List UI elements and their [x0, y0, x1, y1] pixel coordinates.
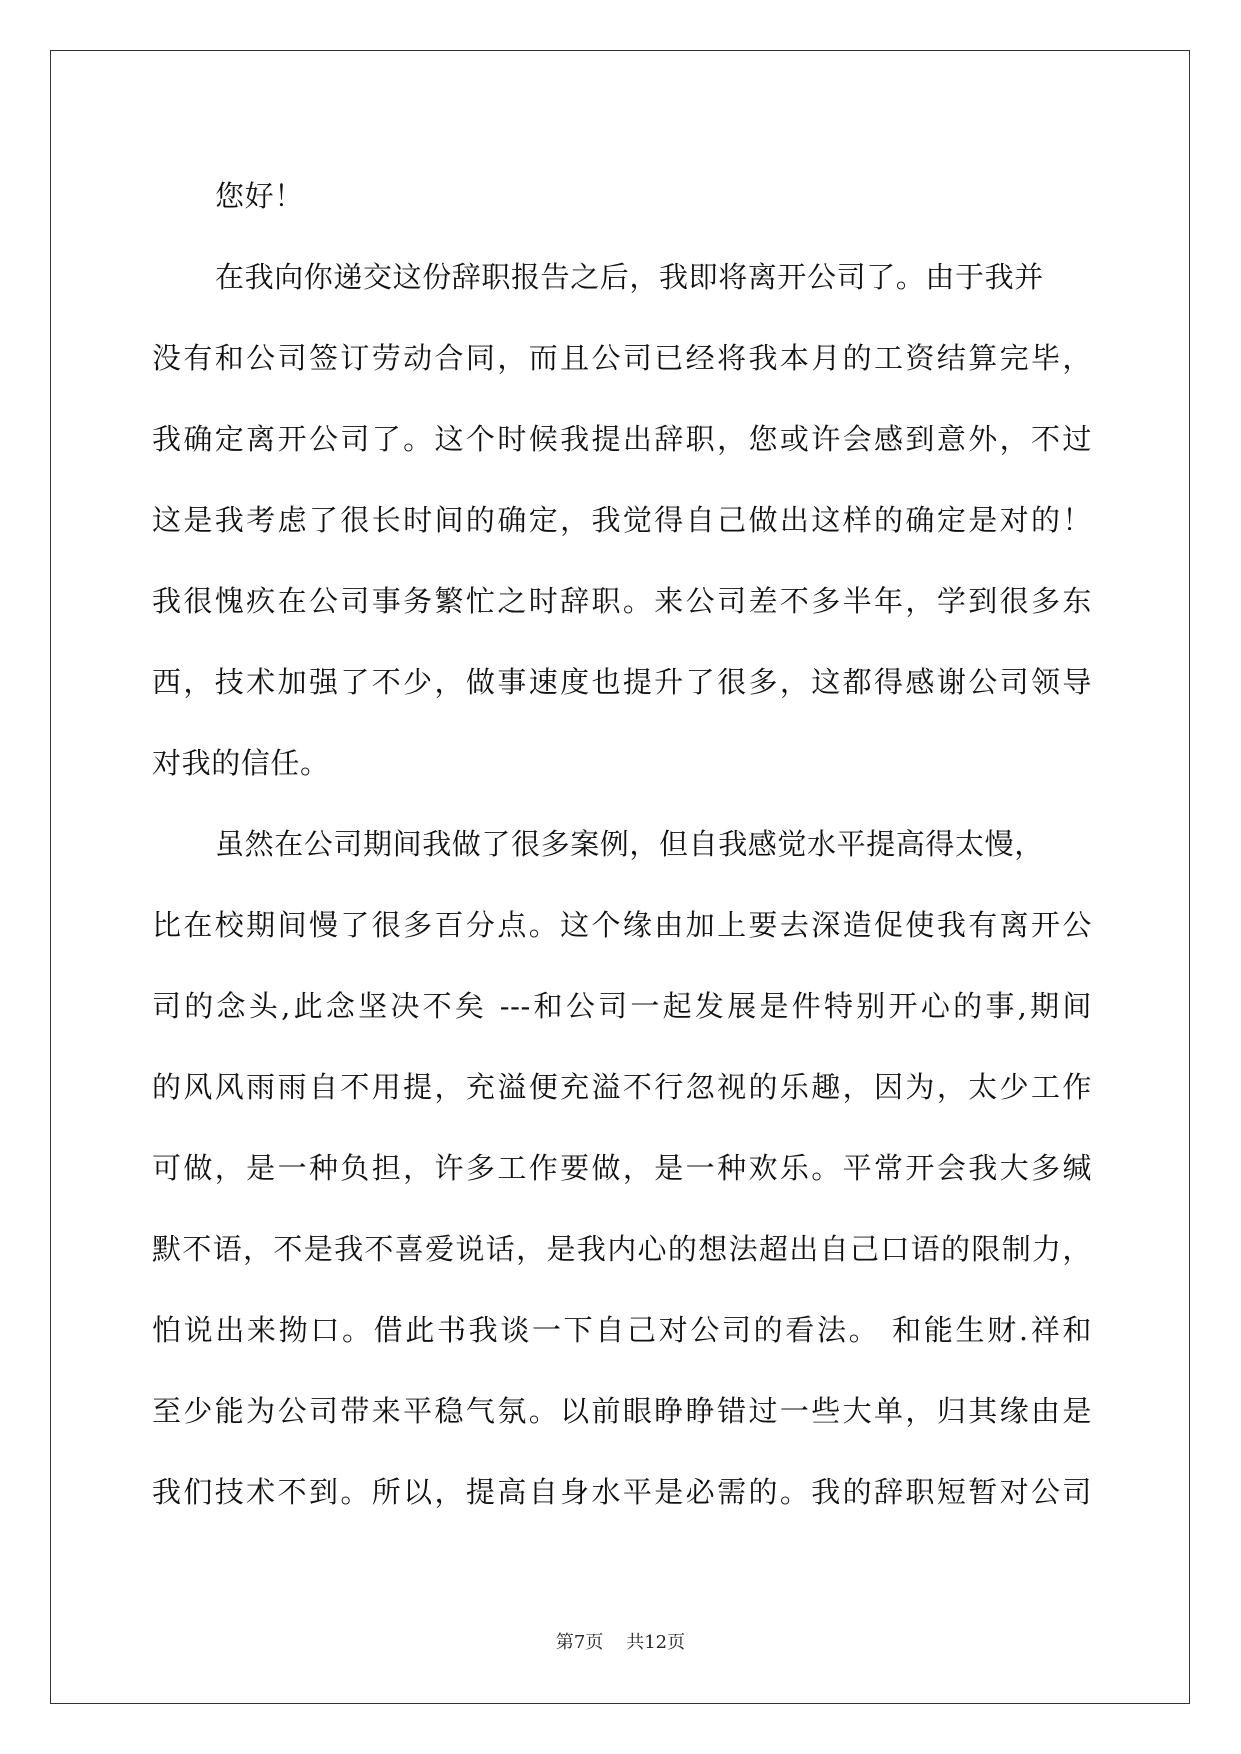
body-line: 我们技术不到。所以，提高自身水平是必需的。我的辞职短暂对公司: [152, 1475, 1092, 1509]
page-number: 第7页: [555, 1632, 604, 1653]
body-line: 可做，是一种负担，许多工作要做，是一种欢乐。平常开会我大多缄: [152, 1151, 1092, 1185]
body-line: 至少能为公司带来平稳气氛。以前眼睁睁错过一些大单，归其缘由是: [152, 1394, 1092, 1428]
body-line: 怕说出来拗口。借此书我谈一下自己对公司的看法。 和能生财.祥和: [152, 1313, 1092, 1347]
greeting-line: 您好！: [215, 179, 304, 213]
page-footer: [0, 1628, 1241, 1654]
body-line: 这是我考虑了很长时间的确定，我觉得自己做出这样的确定是对的！: [152, 503, 1092, 537]
body-line: 没有和公司签订劳动合同，而且公司已经将我本月的工资结算完毕，: [152, 341, 1092, 375]
body-line: 的风风雨雨自不用提，充溢便充溢不行忽视的乐趣，因为，太少工作: [152, 1070, 1092, 1104]
body-line: 比在校期间慢了很多百分点。这个缘由加上要去深造促使我有离开公: [152, 908, 1092, 942]
page-total: 共12页: [626, 1632, 686, 1653]
body-line: 我很愧疚在公司事务繁忙之时辞职。来公司差不多半年，学到很多东: [152, 584, 1092, 618]
body-line: 司的念头,此念坚决不矣 ---和公司一起发展是件特别开心的事,期间: [152, 989, 1092, 1023]
body-line: 默不语，不是我不喜爱说话，是我内心的想法超出自己口语的限制力，: [152, 1232, 1092, 1266]
body-line: 虽然在公司期间我做了很多案例，但自我感觉水平提高得太慢，: [215, 827, 1044, 861]
body-line: 对我的信任。: [152, 746, 330, 780]
document-body: [152, 166, 1092, 1543]
body-line: 西，技术加强了不少，做事速度也提升了很多，这都得感谢公司领导: [152, 665, 1092, 699]
body-line: 在我向你递交这份辞职报告之后，我即将离开公司了。由于我并: [215, 260, 1044, 294]
body-line: 我确定离开公司了。这个时候我提出辞职，您或许会感到意外，不过: [152, 422, 1092, 456]
